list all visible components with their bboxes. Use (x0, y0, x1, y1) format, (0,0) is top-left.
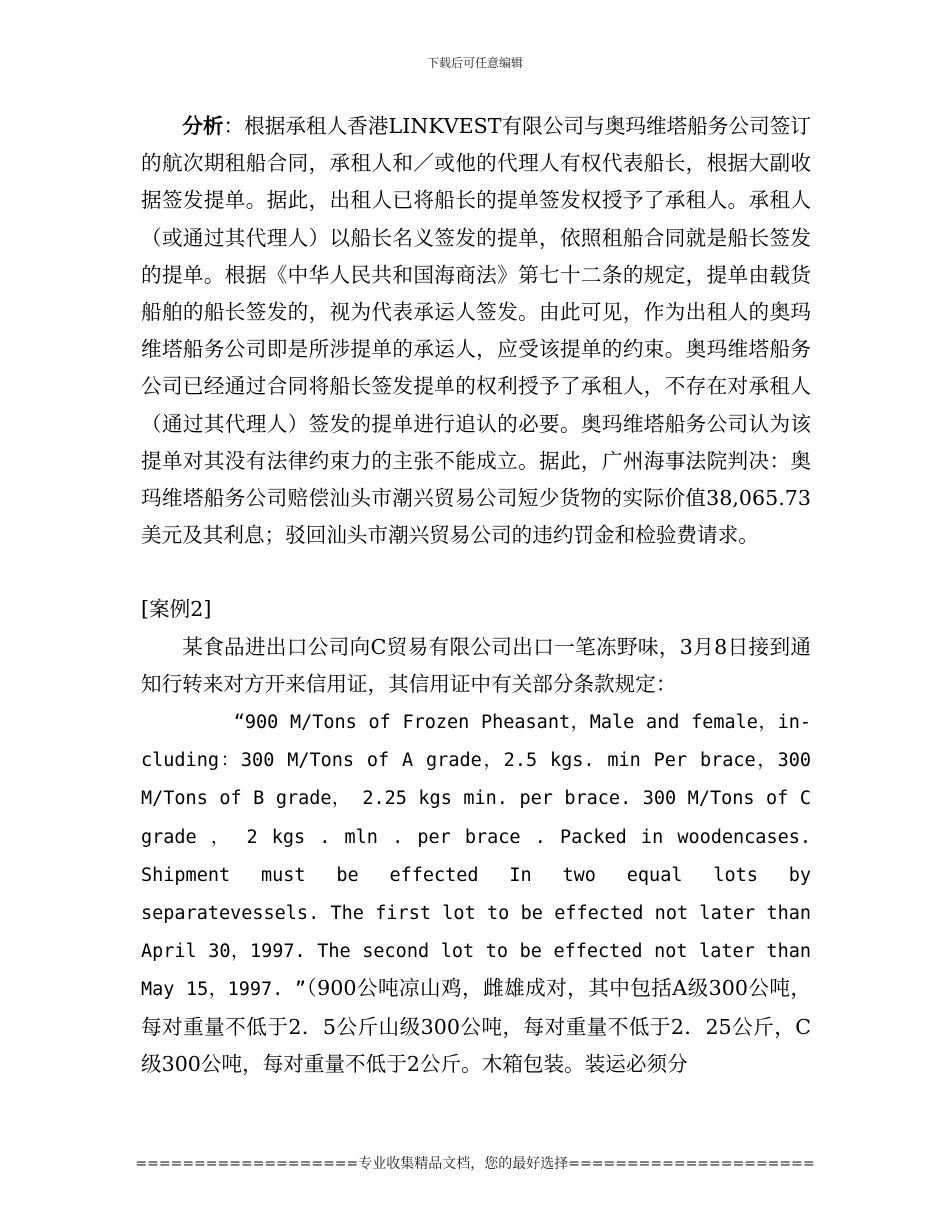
analysis-paragraph (141, 108, 811, 554)
analysis-text: 根据承租人香港LINKVEST有限公司与奥玛维塔船务公司签订的航次期租船合同，承租人和／或他的代理人有权代表船长，根据大副收据签发提单。据此，出租人已将船长的提单签发权授予了承租人。承租人（或通过其代理人）以船长名义签发的提单，依照租船合同就是船长签发的提单。根据《中华人民共和国海商法》第七十二条的规定，提单由载货船舶的船长签发的，视为代表承运人签发。由此可见，作为出租人的奥玛维塔船务公司即是所涉提单的承运人，应受该提单的约束。奥玛维塔船务公司已经通过合同将船长签发提单的权利授予了承租人，不存在对承租人（通过其代理人）签发的提单进行追认的必要。奥玛维塔船务公司认为该提单对其没有法律约束力的主张不能成立。据此，广州海事法院判决：奥玛维塔船务公司赔偿汕头市潮兴贸易公司短少货物的实际价值38,065.73美元及其利息；驳回汕头市潮兴贸易公司的违约罚金和检验费请求。 (141, 114, 812, 548)
analysis-colon: ： (223, 114, 245, 138)
page-footer: ===================专业收集精品文档，您的最好选择===================== (135, 1156, 815, 1172)
case-quote-english: “900 M/Tons of Frozen Pheasant，Male and female，in- cluding：300 M/Tons of A grade，2.5 kgs. min Per brace，300 M/Tons of B grade， 2.25 kgs min. per brace. 300 M/Tons of C grade ， 2 kgs . mln . per brace . Packed in woodencases. Shipment must be effected In two equal lots by separatevessels. The first lot to be effected not later than April 30，1997. The second lot to be effected not later than May 15，1997. ” (141, 712, 811, 1001)
case-quote-paragraph (141, 703, 811, 1083)
paragraph-spacer (141, 554, 811, 591)
document-body (141, 108, 811, 1083)
case-heading: [案例2] (141, 597, 212, 622)
case-intro-paragraph: 某食品进出口公司向C贸易有限公司出口一笔冻野味，3月8日接到通知行转来对方开来信用证，其信用证中有关部分条款规定： (141, 634, 811, 696)
case-quote-chinese: （900公吨凉山鸡，雌雄成对，其中包括A级300公吨，每对重量不低于2．5公斤山级300公吨，每对重量不低于2．25公斤，C级300公吨，每对重量不低于2公斤。木箱包装。装运必须分 (141, 976, 812, 1076)
analysis-label: 分析 (182, 114, 224, 138)
page-header: 下载后可任意编辑 (426, 56, 523, 70)
